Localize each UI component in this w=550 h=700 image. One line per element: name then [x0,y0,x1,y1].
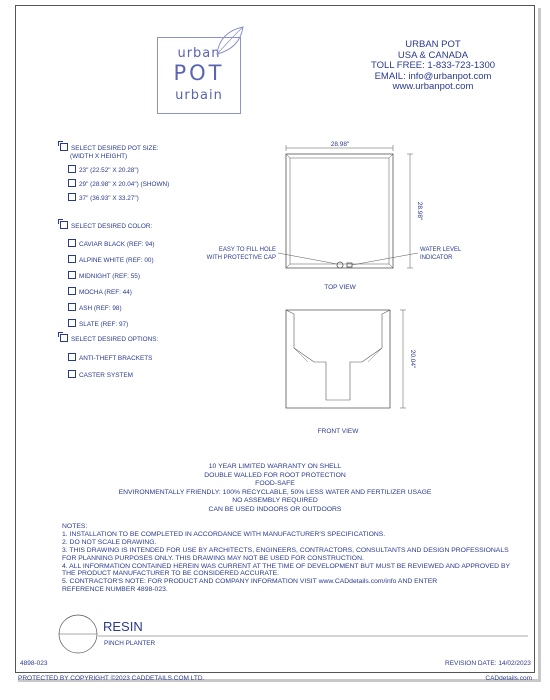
feature-line: FOOD-SAFE [255,480,295,488]
note-line: FOR PLANNING PURPOSES ONLY. THIS DRAWING MAY NOT BE USED FOR CONSTRUCTION. [62,554,364,562]
top-depth-dimension: 28.98" [416,201,423,221]
feature-line: 10 YEAR LIMITED WARRANTY ON SHELL [208,463,342,470]
color-section [60,221,155,329]
website: www.urbanpot.com [392,81,474,92]
section-checkbox[interactable] [60,221,68,229]
front-view-label: FRONT VIEW [317,428,359,435]
color-option[interactable]: CAVIAR BLACK (REF: 94) [68,239,155,249]
options-section [60,334,158,380]
top-view-outline [286,154,393,268]
drawing-subtitle: PINCH PLANTER [104,640,156,647]
note-line: THE PRODUCT MANUFACTURER TO BE CONSIDERED ACCURATE. [62,570,280,578]
feature-line: NO ASSEMBLY REQUIRED [232,497,318,505]
note-line: 2. DO NOT SCALE DRAWING. [62,538,157,546]
pot-size-heading: SELECT DESIRED POT SIZE: [60,143,169,153]
callout-water-level-2: INDICATOR [420,255,453,261]
urban-pot-logo [157,37,241,114]
note-line: 3. THIS DRAWING IS INTENDED FOR USE BY ARCHITECTS, ENGINEERS, CONTRACTORS, CONSULTANTS AND DESIGN PROFESSIONALS [62,546,509,554]
color-option[interactable]: MOCHA (REF: 44) [68,287,155,297]
top-view-drawing [190,140,490,300]
drawing-number: 4898-023 [20,660,48,667]
water-level-indicator [347,263,352,267]
region: USA & CANADA [397,49,469,61]
checkbox[interactable] [68,287,76,295]
notes-block [62,523,511,594]
top-width-dimension: 28.98" [330,141,350,148]
option-item[interactable]: ANTI-THEFT BRACKETS [68,353,158,363]
option-item[interactable]: CASTER SYSTEM [68,370,158,380]
color-option[interactable]: SLATE (REF: 97) [68,319,155,329]
checkbox[interactable] [68,165,76,173]
checkbox[interactable] [68,370,76,378]
logo-line-2: POT [173,61,225,85]
note-line: 1. INSTALLATION TO BE COMPLETED IN ACCORDANCE WITH MANUFACTURER'S SPECIFICATIONS. [62,530,386,538]
feature-line: DOUBLE WALLED FOR ROOT PROTECTION [204,471,346,479]
checkbox[interactable] [68,353,76,361]
options-heading: SELECT DESIRED OPTIONS: [60,334,158,344]
notes-heading: NOTES: [62,523,88,530]
callout-fill-hole-1: EASY TO FILL HOLE [218,247,276,253]
caddetails-footer[interactable]: CADdetails.com [485,675,532,682]
front-view-drawing [270,300,430,440]
checkbox[interactable] [68,271,76,279]
pot-size-subheading: (WIDTH X HEIGHT) [70,153,128,160]
features-list [100,463,450,515]
email: EMAIL: info@urbanpot.com [374,70,492,82]
section-checkbox[interactable] [60,334,68,342]
copyright-footer: PROTECTED BY COPYRIGHT ©2023 CADDETAILS.COM LTD. [18,675,205,682]
callout-fill-hole-2: WITH PROTECTIVE CAP [206,255,276,261]
pot-size-option[interactable]: 29" (28.98" X 20.04") (SHOWN) [68,179,169,189]
checkbox[interactable] [68,255,76,263]
note-line: REFERENCE NUMBER 4898-023. [62,586,168,594]
checkbox[interactable] [68,319,76,327]
top-view-inner-rim [290,158,389,264]
section-checkbox[interactable] [60,143,68,151]
checkbox[interactable] [68,303,76,311]
phone: TOLL FREE: 1-833-723-1300 [370,60,496,71]
feature-line: ENVIRONMENTALLY FRIENDLY: 100% RECYCLABLE, 50% LESS WATER AND FERTILIZER USAGE [118,488,432,496]
checkbox[interactable] [68,193,76,201]
revision-date: REVISION DATE: 14/02/2023 [445,660,531,667]
note-line: 4. ALL INFORMATION CONTAINED HEREIN WAS CURRENT AT THE TIME OF DEVELOPMENT BUT MUST BE REVIEWED AND APPROVED BY [62,562,511,570]
pot-size-section [60,143,169,203]
callout-water-level-1: WATER LEVEL [420,247,462,253]
front-view-inner-wall [286,310,390,400]
color-option[interactable]: ASH (REF: 98) [68,303,155,313]
pot-size-option[interactable]: 37" (36.93" X 33.27") [68,193,169,203]
checkbox[interactable] [68,239,76,247]
drawing-title: RESIN [103,619,143,634]
top-view-label: TOP VIEW [324,284,356,291]
color-option[interactable]: ALPINE WHITE (REF: 00) [68,255,155,265]
note-line: 5. CONTRACTOR'S NOTE: FOR PRODUCT AND COMPANY INFORMATION VISIT www.CADdetails.com/info AND ENTER [62,578,438,586]
fill-hole-cap [337,262,343,268]
front-height-dimension: 20.04" [409,349,416,369]
pot-size-option[interactable]: 23" (22.52" X 20.28") [68,165,169,175]
color-option[interactable]: MIDNIGHT (REF: 55) [68,271,155,281]
checkbox[interactable] [68,179,76,187]
feature-line: CAN BE USED INDOORS OR OUTDOORS [208,505,342,513]
company-name: URBAN POT [405,39,461,50]
logo-line-3: urbain [175,88,223,103]
front-view-outline [286,310,390,408]
contact-block [348,40,518,93]
logo-line-1: urban [177,46,221,61]
color-heading: SELECT DESIRED COLOR: [60,221,155,231]
leaf-icon [213,24,247,58]
